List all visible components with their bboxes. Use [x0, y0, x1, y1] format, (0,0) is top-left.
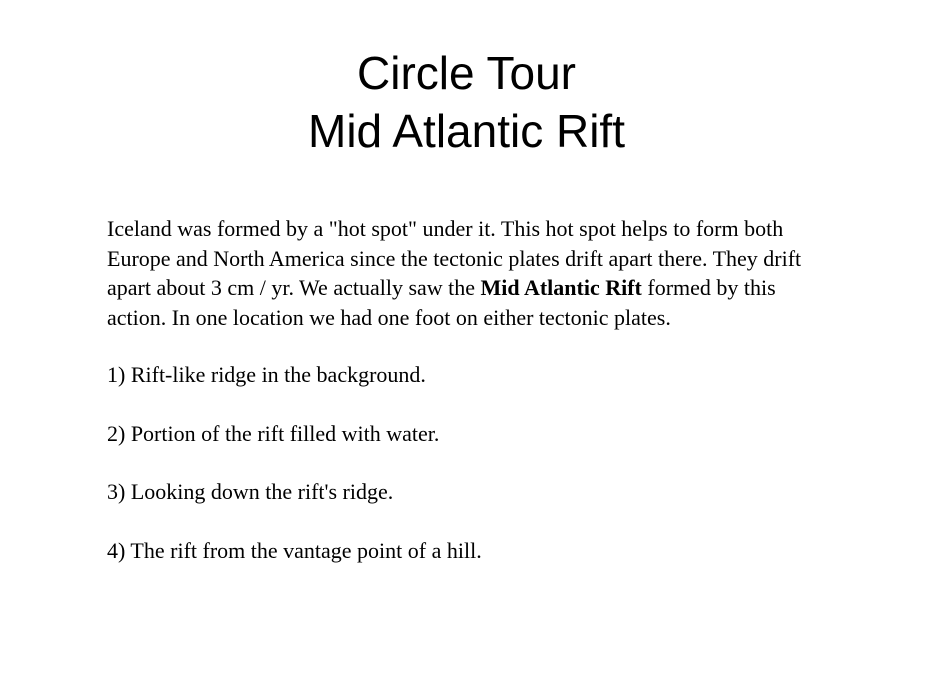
page-title — [0, 44, 933, 160]
title-line-rift: Mid Atlantic Rift — [308, 105, 625, 157]
list-item: 4) The rift from the vantage point of a hill. — [107, 537, 482, 563]
title-line-tour: Circle Tour — [357, 47, 576, 99]
list-item: 2) Portion of the rift filled with water. — [107, 420, 440, 446]
main-content — [107, 214, 837, 594]
intro-paragraph — [107, 214, 837, 332]
intro-text-start: Iceland was formed by a "hot spot" under it. This hot spot helps to form both Europe and North America since the tectonic plates drift apart there. They drift apart about 3 cm / yr. We actually saw the — [107, 216, 802, 300]
list-item: 1) Rift-like ridge in the background. — [107, 362, 426, 387]
list-item: 3) Looking down the rift's ridge. — [107, 479, 394, 504]
intro-bold-term: Mid Atlantic Rift — [480, 275, 642, 300]
intro-text-end: formed by this action. In one location we had one foot on either tectonic plates. — [107, 275, 776, 330]
